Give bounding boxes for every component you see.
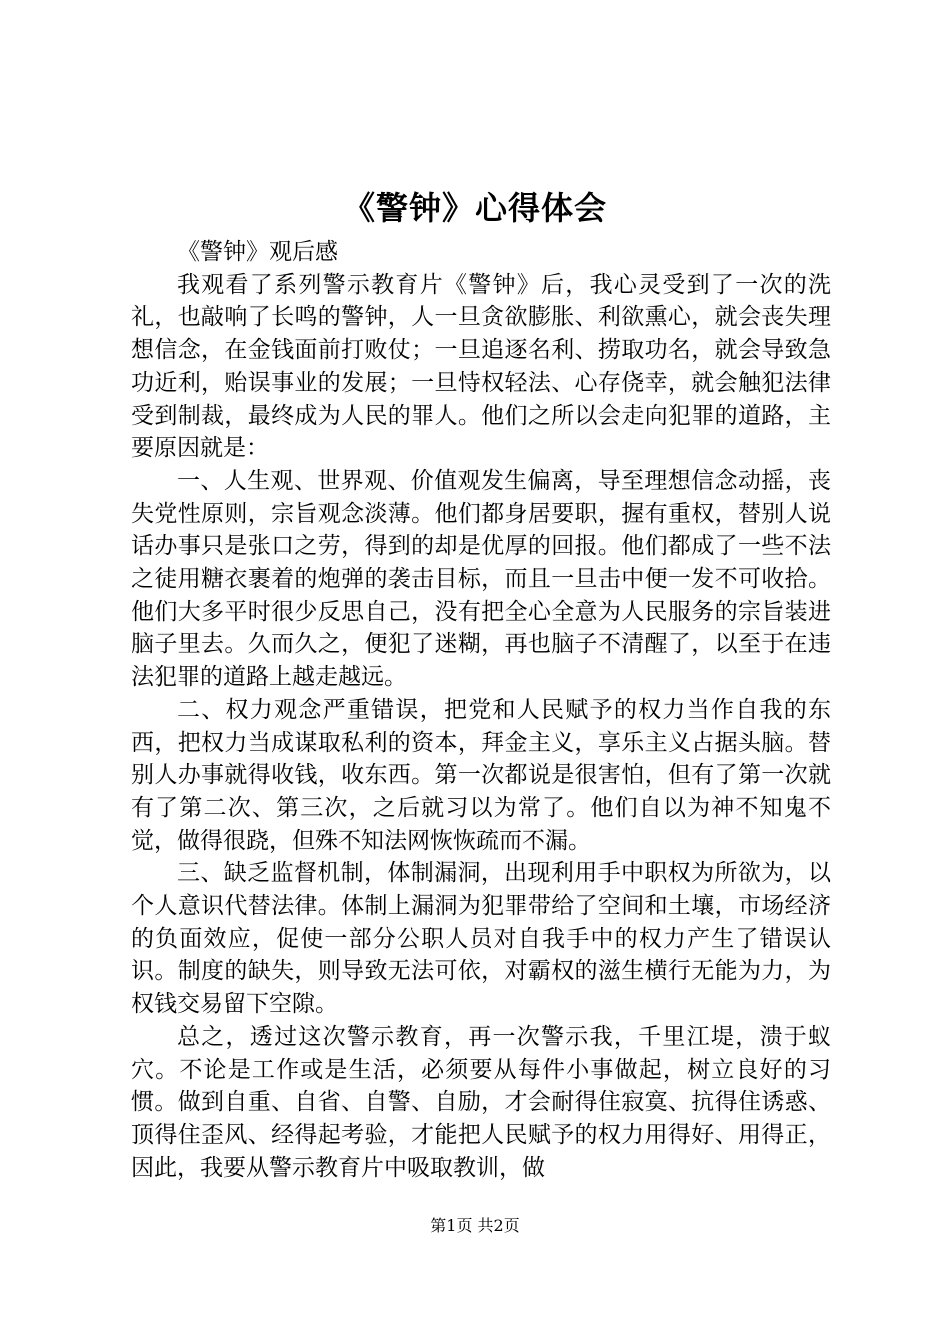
document-title: 《警钟》心得体会 [342,189,607,227]
paragraph-point-two: 二、权力观念严重错误，把党和人民赋予的权力当作自我的东西，把权力当成谋取私利的资本，拜金主义，享乐主义占据头脑。替别人办事就得收钱，收东西。第一次都说是很害怕，但有了第一次就有了第二次、第三次，之后就习以为常了。他们自以为神不知鬼不觉，做得很跷，但殊不知法网恢恢疏而不漏。 [131,696,831,854]
document-subtitle: 《警钟》观后感 [177,239,338,265]
paragraph-conclusion: 总之，透过这次警示教育，再一次警示我，千里江堤，溃于蚁穴。不论是工作或是生活，必须要从每件小事做起，树立良好的习惯。做到自重、自省、自警、自励，才会耐得住寂寞、抗得住诱惑、顶得住歪风、经得起考验，才能把人民赋予的权力用得好、用得正，因此，我要从警示教育片中吸取教训，做 [131,1023,831,1181]
paragraph-point-one: 一、人生观、世界观、价值观发生偏离，导至理想信念动摇，丧失党性原则，宗旨观念淡薄。他们都身居要职，握有重权，替别人说话办事只是张口之劳，得到的却是优厚的回报。他们都成了一些不法之徒用糖衣裹着的炮弹的袭击目标，而且一旦击中便一发不可收拾。他们大多平时很少反思自己，没有把全心全意为人民服务的宗旨装进脑子里去。久而久之，便犯了迷糊，再也脑子不清醒了，以至于在违法犯罪的道路上越走越远。 [131,467,831,691]
paragraph-point-three: 三、缺乏监督机制，体制漏洞，出现利用手中职权为所欲为，以个人意识代替法律。体制上漏洞为犯罪带给了空间和土壤，市场经济的负面效应，促使一部分公职人员对自我手中的权力产生了错误认识。制度的缺失，则导致无法可依，对霸权的滋生横行无能为力，为权钱交易留下空隙。 [131,860,831,1018]
paragraph-intro: 我观看了系列警示教育片《警钟》后，我心灵受到了一次的洗礼，也敲响了长鸣的警钟，人一旦贪欲膨胀、利欲熏心，就会丧失理想信念，在金钱面前打败仗；一旦追逐名利、捞取功名，就会导致急功近利，贻误事业的发展；一旦恃权轻法、心存侥幸，就会触犯法律受到制裁，最终成为人民的罪人。他们之所以会走向犯罪的道路，主要原因就是： [131,271,831,462]
page-footer: 第1页 共2页 [430,1216,520,1235]
document-body [131,236,831,1184]
